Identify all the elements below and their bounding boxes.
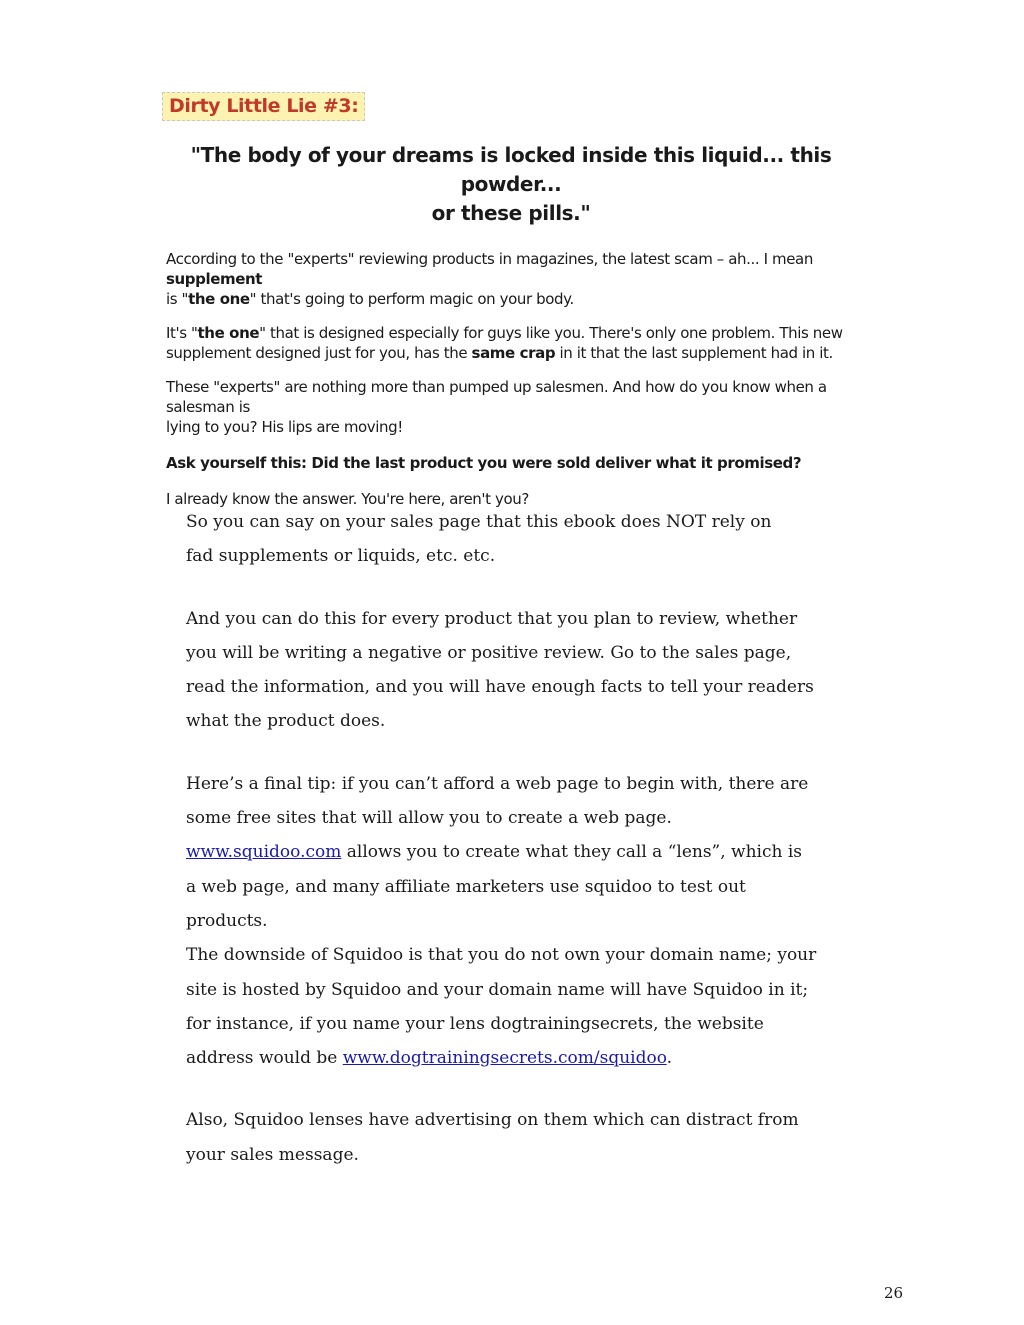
line: products. (186, 910, 268, 931)
excerpt-text: It's " (166, 324, 198, 342)
line: So you can say on your sales page that this ebook does NOT rely on (186, 512, 772, 532)
excerpt-paragraph-2 (166, 323, 866, 363)
paragraph-5 (186, 1103, 846, 1172)
excerpt-bold: supplement (166, 270, 263, 288)
lie-badge: Dirty Little Lie #3: (162, 92, 365, 121)
paragraph-4 (186, 938, 846, 1075)
line: fad supplements or liquids, etc. etc. (186, 546, 496, 567)
excerpt-bold: same crap (471, 344, 556, 362)
excerpt-text: " that is designed especially for guys like you. There's only one problem. This new (259, 324, 843, 342)
excerpt-question: Ask yourself this: Did the last product you were sold deliver what it promised? (166, 454, 802, 472)
line: for instance, if you name your lens dogtrainingsecrets, the website (186, 1013, 764, 1034)
body-text (186, 505, 846, 1172)
line: address would be (186, 1048, 343, 1069)
line: The downside of Squidoo is that you do not own your domain name; your (186, 945, 817, 966)
line: allows you to create what they call a “lens”, which is (341, 842, 803, 863)
line: read the information, and you will have enough facts to tell your readers (186, 677, 814, 698)
line: your sales message. (186, 1144, 359, 1165)
excerpt-text: These "experts" are nothing more than pumped up salesmen. And how do you know when a salesman is (166, 378, 827, 416)
excerpt-answer: I already know the answer. You're here, aren't you? (166, 490, 529, 508)
embedded-excerpt (166, 92, 866, 509)
line: what the product does. (186, 711, 386, 732)
page-number: 26 (884, 1284, 904, 1302)
line: Also, Squidoo lenses have advertising on them which can distract from (186, 1110, 799, 1131)
excerpt-headline (166, 141, 856, 228)
excerpt-text: " that's going to perform magic on your body. (249, 290, 574, 308)
line: Here’s a final tip: if you can’t afford a web page to begin with, there are (186, 773, 809, 794)
excerpt-paragraph-1 (166, 249, 866, 309)
line: some free sites that will allow you to create a web page. (186, 808, 672, 829)
excerpt-text: in it that the last supplement had in it. (555, 344, 833, 362)
excerpt-bold: the one (197, 324, 260, 342)
line: site is hosted by Squidoo and your domain name will have Squidoo in it; (186, 979, 809, 1000)
headline-line-1: "The body of your dreams is locked inside this liquid... this powder... (190, 143, 832, 196)
headline-line-2: or these pills." (431, 201, 591, 225)
excerpt-text: lying to you? His lips are moving! (166, 418, 403, 436)
paragraph-3 (186, 767, 846, 938)
line: you will be writing a negative or positive review. Go to the sales page, (186, 642, 792, 663)
paragraph-1 (186, 505, 846, 574)
line: . (666, 1048, 673, 1069)
excerpt-text: is " (166, 290, 189, 308)
excerpt-text: According to the "experts" reviewing products in magazines, the latest scam – ah... I mean (166, 250, 813, 268)
excerpt-paragraph-3 (166, 377, 866, 437)
dogtrainingsecrets-link[interactable]: www.dogtrainingsecrets.com/squidoo (342, 1048, 667, 1069)
excerpt-bold: the one (188, 290, 250, 308)
paragraph-2 (186, 602, 846, 739)
line: And you can do this for every product that you plan to review, whether (186, 608, 798, 629)
squidoo-link[interactable]: www.squidoo.com (186, 842, 342, 863)
excerpt-text: supplement designed just for you, has the (166, 344, 472, 362)
line: a web page, and many affiliate marketers use squidoo to test out (186, 876, 746, 897)
